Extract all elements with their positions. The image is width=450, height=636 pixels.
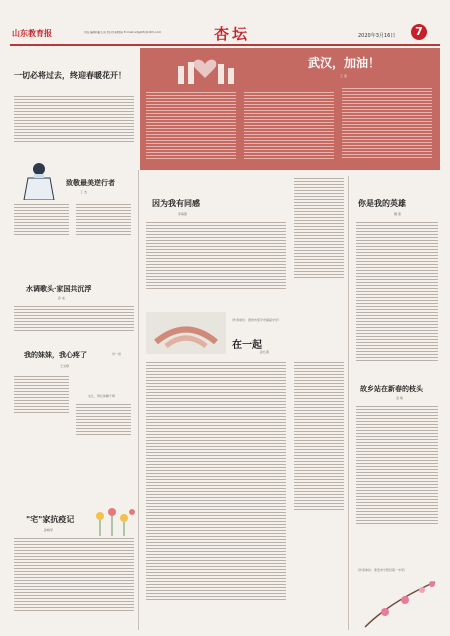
- article-2-byline: 丁 杰: [80, 190, 87, 194]
- divider-left: [138, 170, 139, 630]
- article-3-byline: 孙 成: [58, 296, 65, 300]
- article-title-7: 你是我的英雄: [358, 198, 406, 208]
- article-4-body-b: [76, 404, 131, 437]
- article-1-body: [14, 96, 134, 144]
- article-6-body: [146, 362, 286, 602]
- author-unit-note: （作者单位：滨州市邹平市黛溪中学）: [230, 318, 282, 322]
- author-unit-note-2: （作者单位：泰安市宁阳县第一中学）: [356, 568, 408, 572]
- article-title-2: 致敬最美逆行者: [66, 178, 115, 187]
- hands-heart-illustration: [170, 54, 240, 86]
- article-5-byline: 李海霞: [178, 212, 188, 216]
- mid-right-body-bottom: [294, 362, 344, 512]
- article-4-body-a: [14, 376, 69, 415]
- top-banner: [140, 48, 440, 170]
- article-title-5: 因为我有同感: [152, 198, 200, 208]
- plum-blossom-illustration: [360, 572, 440, 632]
- article-5-body: [146, 222, 286, 291]
- article-6-byline: 孙红燕: [260, 350, 270, 354]
- sub-heading-daughter: 女儿，再让你睡个够: [88, 394, 116, 398]
- article-8-body: [356, 406, 438, 526]
- article-title-9: "宅"家抗疫记: [26, 514, 75, 524]
- banner-text-col3: [342, 88, 432, 160]
- banner-title: 武汉，加油！: [308, 56, 381, 70]
- illustration-hands-together: [146, 312, 226, 354]
- paper-name: 山东教育报: [12, 28, 52, 38]
- flowers-illustration: [92, 506, 136, 536]
- page-number-badge: 7: [411, 24, 427, 40]
- article-2-body-b: [76, 204, 131, 237]
- header-rule: [10, 44, 440, 46]
- illustration-medical-worker: [14, 160, 64, 200]
- masthead: [0, 20, 450, 42]
- article-7-byline: 魏 燕: [394, 212, 401, 216]
- banner-text-col2: [244, 92, 334, 161]
- article-title-8: 故乡站在新春的枝头: [360, 384, 423, 393]
- banner-text-col1: [146, 92, 236, 161]
- article-9-body: [14, 538, 134, 613]
- article-title-4: 我的妹妹，我心疼了: [24, 350, 87, 359]
- divider-right: [348, 176, 349, 630]
- date: 2020年3月16日: [358, 33, 396, 39]
- article-title-6: 在一起: [232, 340, 262, 351]
- article-8-byline: 袁 敏: [396, 396, 403, 400]
- article-9-byline: 孙晓军: [44, 528, 54, 532]
- article-4-subtitle: 外一首: [112, 352, 122, 356]
- banner-byline: 王 燕: [340, 74, 347, 78]
- article-4-byline: 王文婷: [60, 364, 70, 368]
- mid-right-body-top: [294, 178, 344, 280]
- article-title-1: 一切必将过去，终迎春暖花开！: [14, 70, 126, 80]
- article-title-3: 水调歌头·家国共沉浮: [26, 284, 92, 293]
- article-3-body: [14, 306, 134, 333]
- article-2-body-a: [14, 204, 69, 237]
- article-7-body: [356, 222, 438, 363]
- editor-line: 责任编辑/潘玉凤 校对/邓晓菊 E-mail:sdjybfk@163.com: [84, 31, 162, 34]
- section-title: 杏坛: [214, 25, 251, 43]
